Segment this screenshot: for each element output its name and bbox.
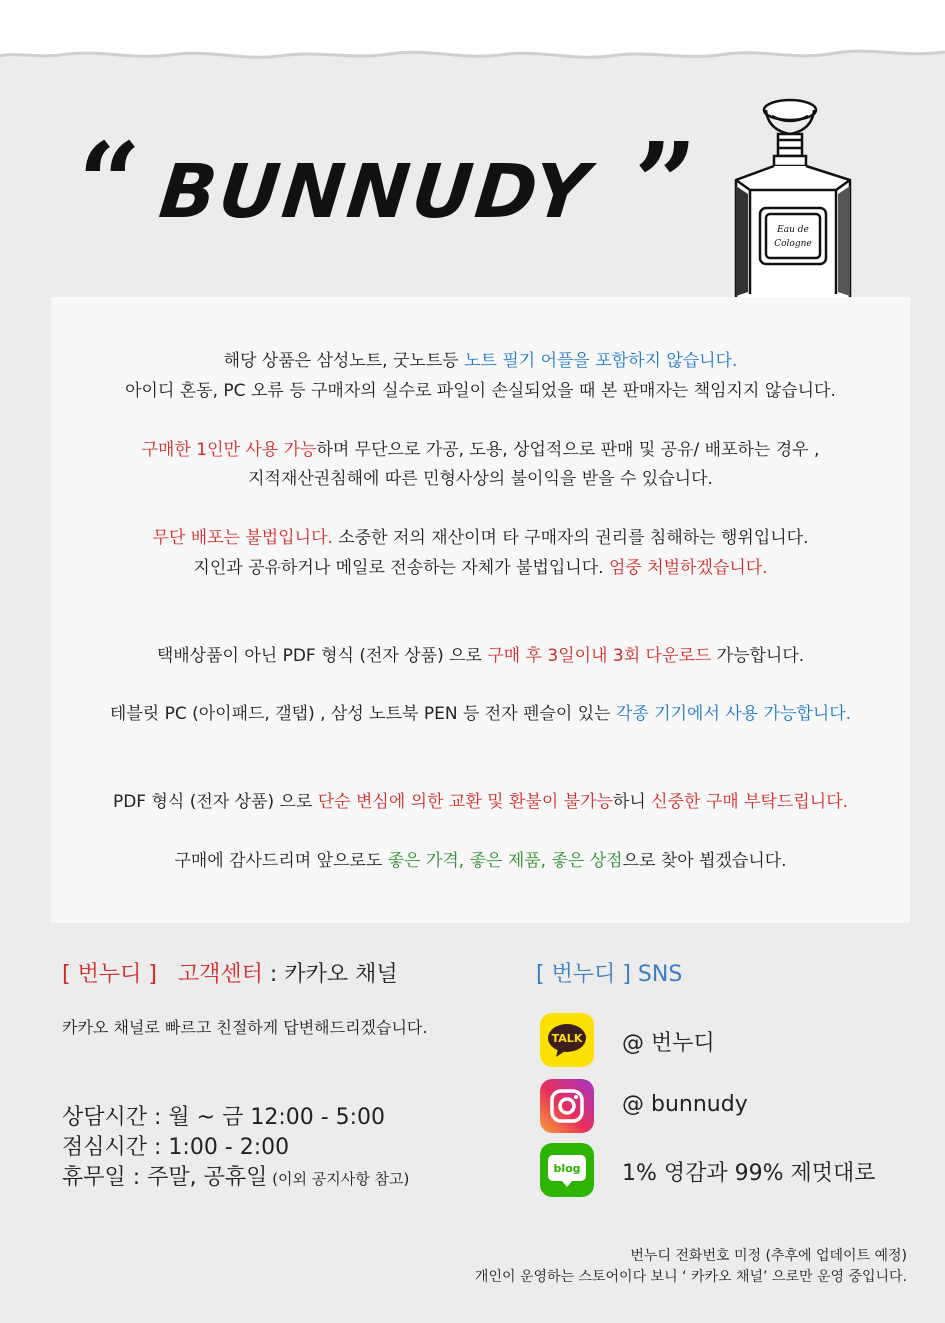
- brand-title: BUNNUDY: [155, 149, 596, 235]
- customer-center-title: [ 번누디 ] 고객센터 : 카카오 채널: [62, 962, 398, 987]
- consult-hours: 상담시간 : 월 ~ 금 12:00 - 5:00: [62, 1105, 386, 1130]
- kakaotalk-icon[interactable]: [540, 1013, 594, 1067]
- footer-line-channel: 개인이 운영하는 스토어이다 보니 ‘ 카카오 채널’ 으로만 운영 중입니다.: [474, 1269, 907, 1285]
- notice-line: 무단 배포는 불법입니다. 소중한 저의 재산이며 타 구매자의 권리를 침해하는 행위입니다.: [152, 528, 809, 548]
- notice-line: 아이디 혼동, PC 오류 등 구매자의 실수로 파일이 손실되었을 때 본 판매자는 책임지지 않습니다.: [125, 381, 836, 401]
- business-hours: [62, 1103, 409, 1194]
- notice-line: 구매한 1인만 사용 가능하며 무단으로 가공, 도용, 상업적으로 판매 및 공유/ 배포하는 경우 ,: [141, 440, 820, 460]
- instagram-icon[interactable]: [540, 1079, 594, 1133]
- notice-panel: [51, 297, 910, 923]
- notice-line: 구매에 감사드리며 앞으로도 좋은 가격, 좋은 제품, 좋은 상점으로 찾아 뵙겠습니다.: [174, 851, 787, 871]
- sns-label-kakaotalk: @ 번누디: [622, 1031, 715, 1056]
- close-quote-mark: ”: [634, 118, 698, 247]
- footer-line-phone: 번누디 전화번호 미정 (추후에 업데이트 예정): [630, 1248, 907, 1264]
- torn-paper-edge: [0, 0, 945, 70]
- sns-label-instagram: @ bunnudy: [622, 1092, 748, 1117]
- notice-line: 지적재산권침해에 따른 민형사상의 불이익을 받을 수 있습니다.: [248, 469, 713, 489]
- notice-line: PDF 형식 (전자 상품) 으로 단순 변심에 의한 교환 및 환불이 불가능하니 신중한 구매 부탁드립니다.: [112, 792, 849, 812]
- notice-line: 해당 상품은 삼성노트, 굿노트등 노트 필기 어플을 포함하지 않습니다.: [223, 351, 738, 371]
- sns-title: [ 번누디 ] SNS: [536, 962, 683, 987]
- notice-line: 지인과 공유하거나 메일로 전송하는 자체가 불법입니다. 엄중 처벌하겠습니다.: [193, 558, 768, 578]
- sns-label-naver-blog: 1% 영감과 99% 제멋대로: [622, 1161, 876, 1186]
- bottle-label-line2: Cologne: [774, 239, 812, 249]
- footer-note: [475, 1246, 907, 1288]
- notice-line: 택배상품이 아닌 PDF 형식 (전자 상품) 으로 구매 후 3일이내 3회 다운로드 가능합니다.: [156, 646, 805, 666]
- bottle-label-line1: Eau de: [777, 225, 809, 235]
- holiday-info: 휴무일 : 주말, 공휴일 (이외 공지사항 참고): [62, 1165, 410, 1190]
- naver-blog-icon[interactable]: [540, 1143, 594, 1197]
- perfume-bottle-icon: [728, 96, 856, 310]
- customer-center-description: 카카오 채널로 빠르고 친절하게 답변해드리겠습니다.: [62, 1018, 428, 1037]
- naver-blog-icon-text: blog: [553, 1162, 581, 1175]
- lunch-hours: 점심시간 : 1:00 - 2:00: [62, 1135, 290, 1160]
- notice-line: 테블릿 PC (아이패드, 갤탭) , 삼성 노트북 PEN 등 전자 펜슬이 있는 각종 기기에서 사용 가능합니다.: [109, 704, 852, 724]
- kakaotalk-icon-text: TALK: [551, 1032, 583, 1045]
- open-quote-mark: “: [78, 118, 142, 247]
